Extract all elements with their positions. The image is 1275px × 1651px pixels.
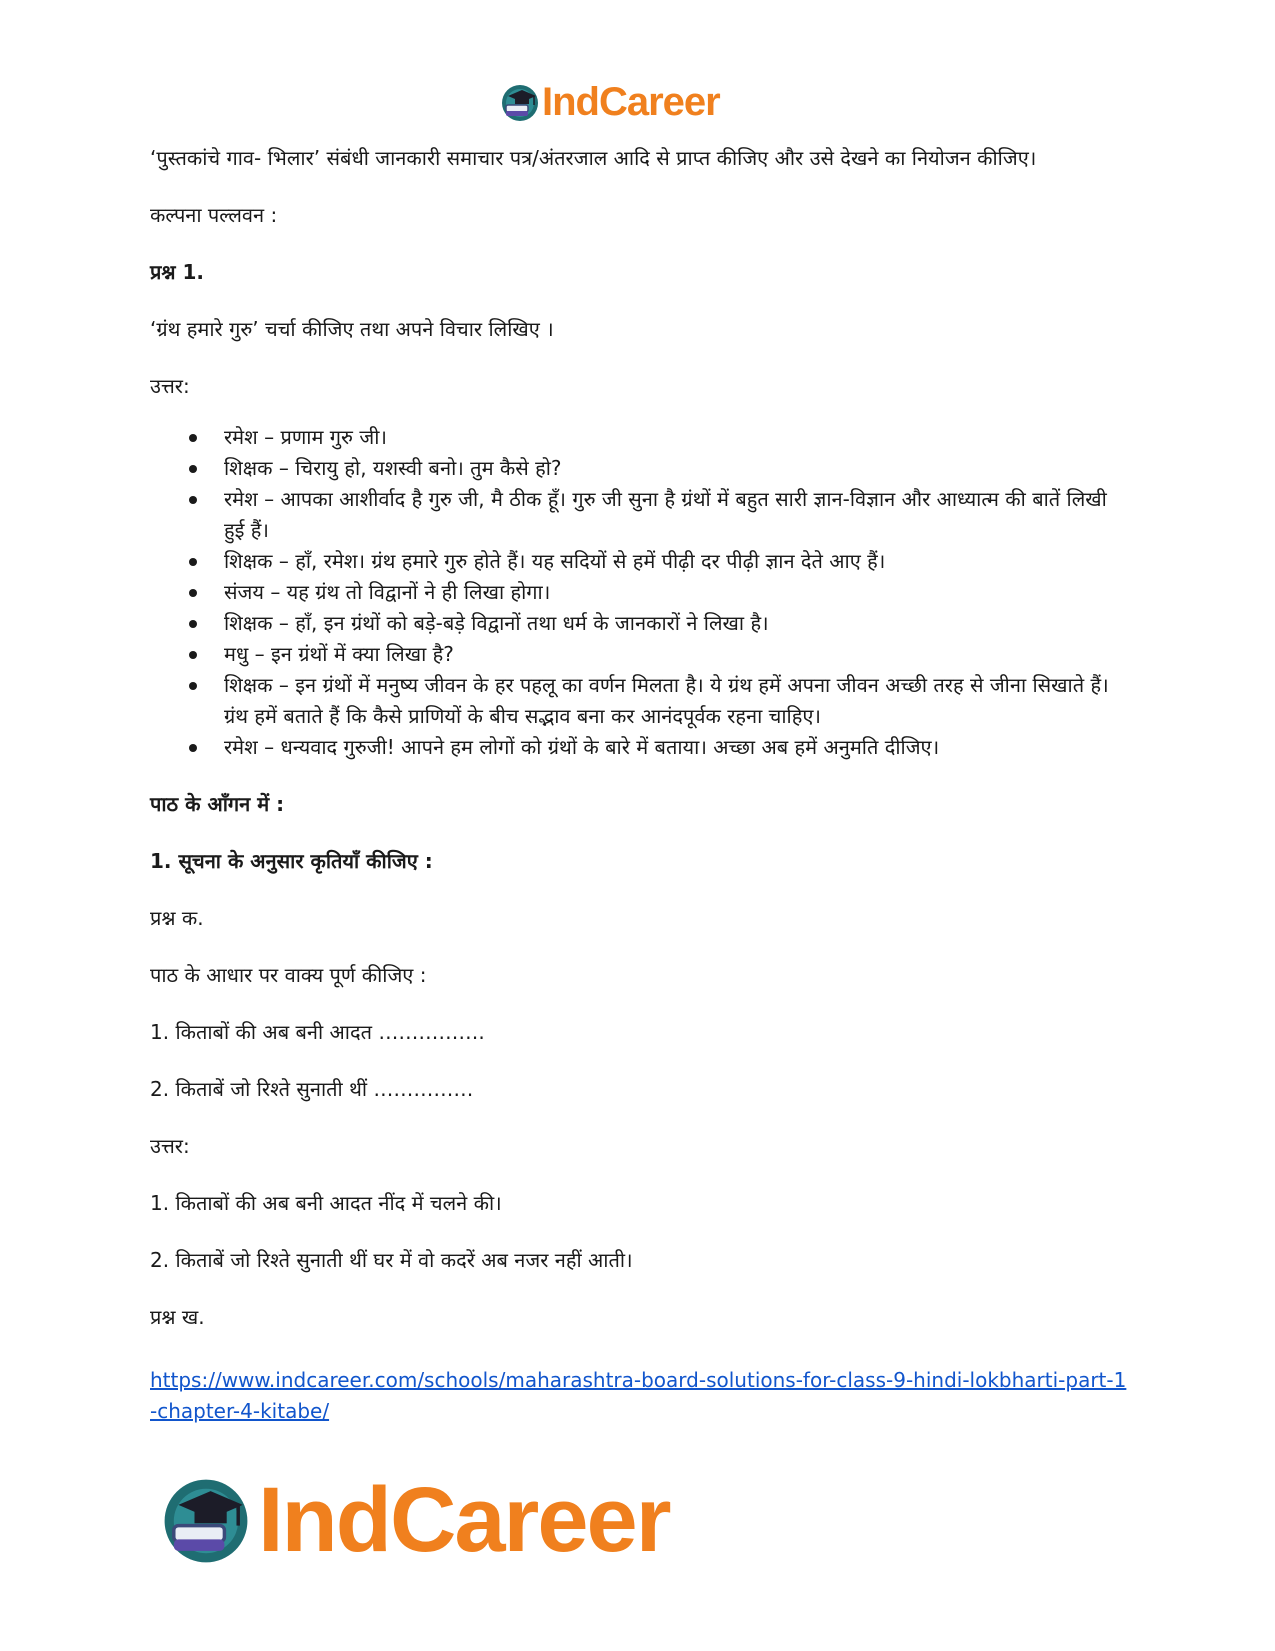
question-1-label: प्रश्न 1.	[150, 260, 204, 284]
source-link[interactable]: https://www.indcareer.com/schools/maharashtra-board-solutions-for-class-9-hindi-lokbharti-part-1-chapter-4-kitabe/	[150, 1368, 1127, 1423]
task-1-heading: 1. सूचना के अनुसार कृतियाँ कीजिए :	[150, 849, 433, 873]
graduation-cap-book-icon	[160, 1475, 252, 1567]
brand-name: IndCareer	[542, 80, 720, 124]
dialogue-list	[150, 422, 1130, 763]
list-item: संजय – यह ग्रंथ तो विद्वानों ने ही लिखा होगा।	[224, 577, 1130, 608]
indcareer-logo-top	[500, 80, 720, 125]
list-item: शिक्षक – इन ग्रंथों में मनुष्य जीवन के हर पहलू का वर्णन मिलता है। ये ग्रंथ हमें अपना जीवन अच्छी तरह से जीना सिखाते हैं। ग्रंथ हमें बताते हैं कि कैसे प्राणियों के बीच सद्भाव बना कर आनंदपूर्वक रहना चाहिए।	[224, 670, 1130, 732]
answer-label-2: उत्तर:	[150, 1134, 190, 1158]
brand-name: IndCareer	[258, 1469, 670, 1571]
intro-paragraph: ‘पुस्तकांचे गाव- भिलार’ संबंधी जानकारी समाचार पत्र/अंतरजाल आदि से प्राप्त कीजिए और उसे देखने का नियोजन कीजिए।	[150, 146, 1037, 170]
question-kha-label: प्रश्न ख.	[150, 1305, 205, 1329]
section-heading-path: पाठ के आँगन में :	[150, 792, 285, 816]
list-item: शिक्षक – हाँ, इन ग्रंथों को बड़े-बड़े विद्वानों तथा धर्म के जानकारों ने लिखा है।	[224, 608, 1130, 639]
list-item: मधु – इन ग्रंथों में क्या लिखा है?	[224, 639, 1130, 670]
answer-2: 2. किताबें जो रिश्ते सुनाती थीं घर में वो कदरें अब नजर नहीं आती।	[150, 1248, 633, 1272]
graduation-cap-book-icon	[500, 83, 540, 123]
list-item: रमेश – आपका आशीर्वाद है गुरु जी, मै ठीक हूँ। गुरु जी सुना है ग्रंथों में बहुत सारी ज्ञान-विज्ञान और आध्यात्म की बातें लिखी हुई हैं।	[224, 484, 1130, 546]
list-item: रमेश – प्रणाम गुरु जी।	[224, 422, 1130, 453]
answer-label: उत्तर:	[150, 374, 190, 398]
document-content	[150, 143, 1130, 1427]
list-item: शिक्षक – हाँ, रमेश। ग्रंथ हमारे गुरु होते हैं। यह सदियों से हमें पीढ़ी दर पीढ़ी ज्ञान देते आए हैं।	[224, 546, 1130, 577]
question-ka-text: पाठ के आधार पर वाक्य पूर्ण कीजिए :	[150, 963, 427, 987]
section-heading-kalpana: कल्पना पल्लवन :	[150, 203, 278, 227]
blank-sentence-2: 2. किताबें जो रिश्ते सुनाती थीं ……………	[150, 1077, 474, 1101]
list-item: रमेश – धन्यवाद गुरुजी! आपने हम लोगों को ग्रंथों के बारे में बताया। अच्छा अब हमें अनुमति दीजिए।	[224, 732, 1130, 763]
indcareer-logo-bottom	[160, 1468, 670, 1573]
answer-1: 1. किताबों की अब बनी आदत नींद में चलने की।	[150, 1191, 502, 1215]
question-1-text: ‘ग्रंथ हमारे गुरु’ चर्चा कीजिए तथा अपने विचार लिखिए ।	[150, 317, 554, 341]
list-item: शिक्षक – चिरायु हो, यशस्वी बनो। तुम कैसे हो?	[224, 453, 1130, 484]
blank-sentence-1: 1. किताबों की अब बनी आदत …………….	[150, 1020, 485, 1044]
question-ka-label: प्रश्न क.	[150, 906, 204, 930]
